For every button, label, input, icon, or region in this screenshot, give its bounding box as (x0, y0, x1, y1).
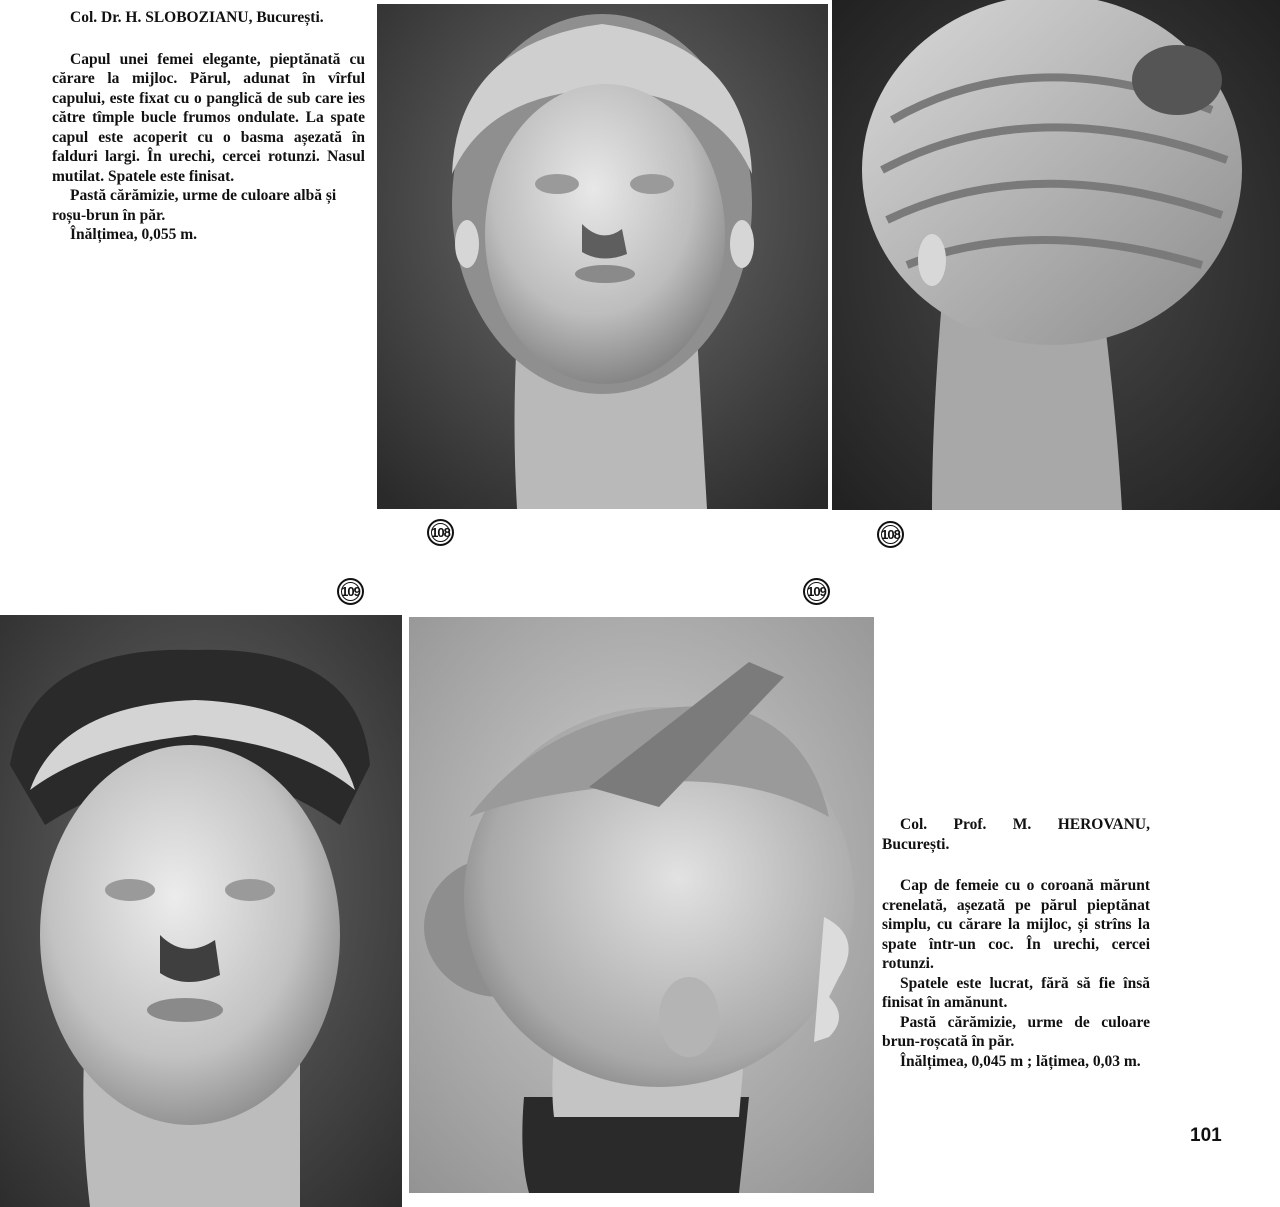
back-finish-text: Spatele este lucrat, fără să fie însă finisat în amănunt. (882, 974, 1150, 1011)
figure-number-109-profile: 109 (803, 578, 830, 605)
photo-108-back-view (832, 0, 1280, 510)
collector-line: Col. Dr. H. SLOBOZIANU, București. (70, 9, 324, 26)
description-text: Cap de femeie cu o coroană mărunt crenelată, așezată pe părul pieptănat simplu, cu cărare la mijloc, și strîns la spate într-un coc. În urechi, cercei rotunzi. (882, 877, 1150, 972)
dimensions-text: Înălțimea, 0,055 m. (70, 226, 198, 243)
collector-line: Col. Prof. M. HEROVANU, București. (882, 816, 1150, 853)
caption-figure-108 (52, 8, 365, 245)
figure-number-108-front: 108 (427, 519, 454, 546)
dimensions-text: Înălțimea, 0,045 m ; lățimea, 0,03 m. (900, 1052, 1141, 1070)
photo-108-front-view (377, 4, 828, 509)
caption-figure-109 (882, 815, 1150, 1071)
figure-number-109-front: 109 (337, 578, 364, 605)
page-number: 101 (1190, 1125, 1222, 1146)
material-text: Pastă cărămizie, urme de culoare albă și roșu-brun în păr. (52, 187, 337, 224)
description-text: Capul unei femei elegante, pieptănată cu cărare la mijloc. Părul, adunat în vîrful capului, este fixat cu o panglică de sub care ies către tîmple bucle frumos ondulate. La spate capul este acoperit cu o basma așezată în falduri largi. În urechi, cercei rotunzi. Nasul mutilat. Spatele este finisat. (52, 50, 365, 185)
figure-number-108-back: 108 (877, 521, 904, 548)
material-text: Pastă cărămizie, urme de culoare brun-roșcată în păr. (882, 1013, 1150, 1050)
photo-109-front-view (0, 615, 402, 1207)
photo-109-profile-view (409, 617, 874, 1193)
